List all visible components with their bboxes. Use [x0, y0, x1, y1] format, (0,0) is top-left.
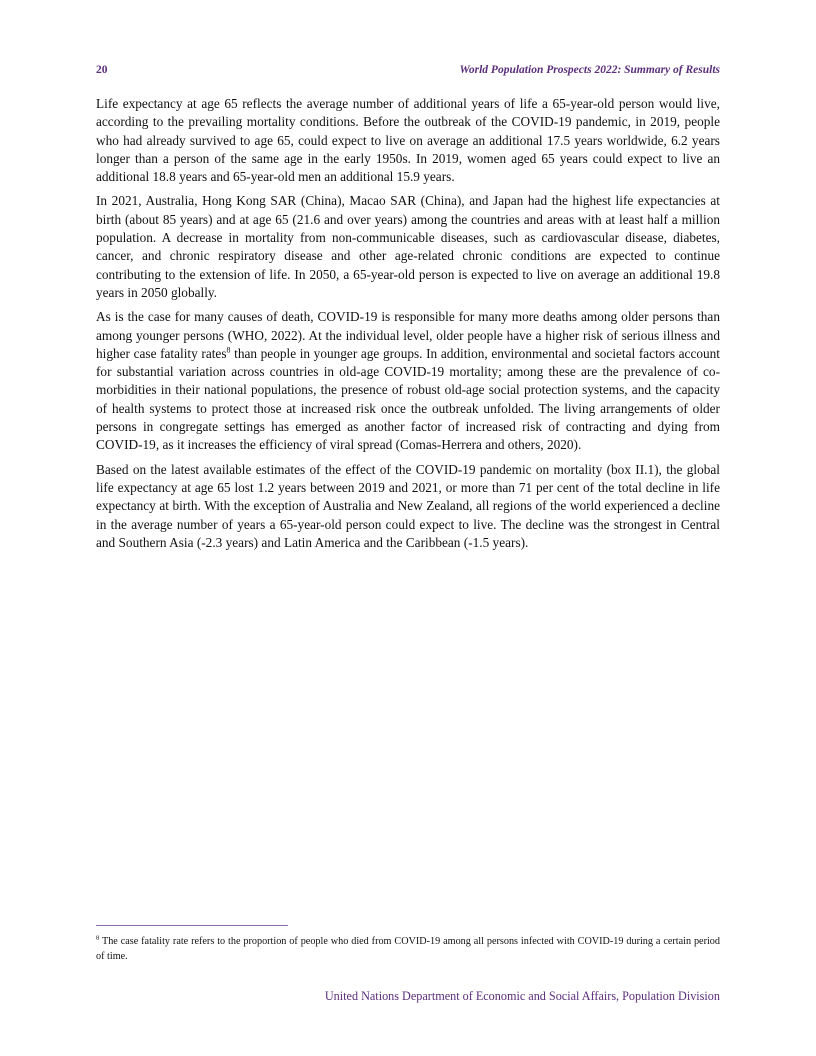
paragraph-latest-estimates: Based on the latest available estimates of the effect of the COVID-19 pandemic on mortality (box II.1), the global life expectancy at age 65 lost 1.2 years between 2019 and 2021, or more than 71 per cent of the total decline in life expectancy at birth. With the exception of Australia and New Zealand, all regions of the world experienced a decline in the average number of years a 65-year-old person could expect to live. The decline was the strongest in Central and Southern Asia (-2.3 years) and Latin America and the Caribbean (-1.5 years).: [96, 461, 720, 550]
footnote-reference[interactable]: 8: [226, 345, 231, 355]
footnote: [96, 934, 720, 964]
paragraph-life-expectancy-65: Life expectancy at age 65 reflects the average number of additional years of life a 65-year-old person would live, according to the prevailing mortality conditions. Before the outbreak of the COVID-19 pandemic, in 2019, people who had already survived to age 65, could expect to live on average an additional 17.5 years worldwide, 6.2 years longer than a person of the same age in the early 1950s. In 2019, women aged 65 years could expect to live an additional 18.8 years and 65-year-old men an additional 15.9 years.: [96, 96, 720, 185]
footnote-separator: [96, 925, 288, 926]
running-title: World Population Prospects 2022: Summary of Results: [459, 64, 720, 76]
page-header: [96, 64, 720, 82]
paragraph-highest-life-expectancy: In 2021, Australia, Hong Kong SAR (China), Macao SAR (China), and Japan had the highest life expectancies at birth (about 85 years) and at age 65 (21.6 and over years) among the countries and areas with at least half a million population. A decrease in mortality from non-communicable diseases, such as cardiovascular disease, diabetes, cancer, and chronic respiratory disease and other age-related chronic conditions are expected to continue contributing to the extension of life. In 2050, a 65-year-old person is expected to live on average an additional 19.8 years in 2050 globally.: [96, 193, 720, 300]
paragraph-covid-older-persons: [96, 308, 720, 454]
footnote-text: The case fatality rate refers to the proportion of people who died from COVID-19 among all persons infected with COVID-19 during a certain period of time.: [96, 936, 720, 962]
paragraph-text: than people in younger age groups. In addition, environmental and societal factors account for substantial variation across countries in old-age COVID-19 mortality; among these are the prevalence of co-morbidities in their national populations, the presence of robust old-age social protection systems, and the capacity of health systems to protect those at increased risk once the outbreak unfolded. The living arrangements of older persons in congregate settings has emerged as another factor of increased risk of contracting and dying from COVID-19, as it increases the efficiency of viral spread (Comas-Herrera and others, 2020).: [96, 345, 720, 453]
page-number: 20: [96, 64, 108, 76]
page-footer: United Nations Department of Economic and Social Affairs, Population Division: [324, 989, 720, 1003]
paragraph-text: As is the case for many causes of death, COVID-19 is responsible for many more deaths among older persons than among younger persons (WHO, 2022). At the individual level, older people have a higher risk of serious illness and higher case fatality rates: [96, 309, 720, 361]
body-text: [96, 95, 720, 558]
footnote-marker: 8: [96, 934, 100, 942]
